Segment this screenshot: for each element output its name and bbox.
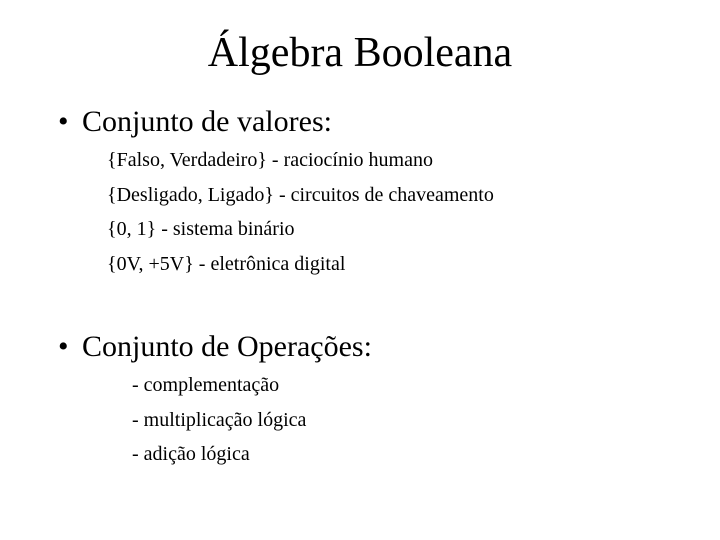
list-item: {0V, +5V} - eletrônica digital [107, 252, 346, 275]
values-heading-text: Conjunto de valores: [82, 105, 332, 138]
list-item: {0, 1} - sistema binário [107, 218, 295, 240]
bullet-icon: • [58, 330, 69, 363]
list-item: - complementação [132, 374, 280, 396]
operations-heading-text: Conjunto de Operações: [82, 330, 372, 363]
list-item: {Falso, Verdadeiro} - raciocínio humano [107, 149, 433, 171]
list-item: {Desligado, Ligado} - circuitos de chaveamento [107, 183, 494, 206]
operations-list [132, 368, 306, 472]
values-list [107, 143, 494, 281]
operations-heading [58, 329, 372, 365]
values-heading [58, 104, 332, 140]
slide-title: Álgebra Booleana [207, 30, 513, 76]
list-item: - adição lógica [132, 443, 250, 465]
list-item: - multiplicação lógica [132, 408, 307, 431]
bullet-icon: • [58, 105, 69, 138]
